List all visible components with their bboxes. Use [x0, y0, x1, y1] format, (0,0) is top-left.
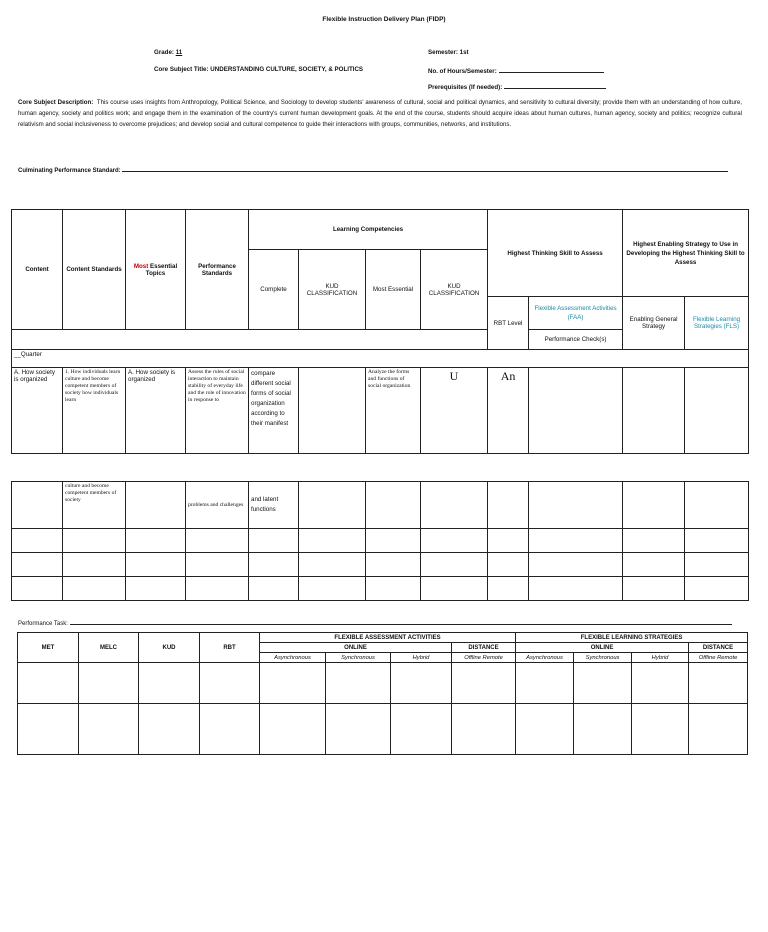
header-faa-distance: DISTANCE	[452, 643, 516, 653]
hours-label: No. of Hours/Semester:	[428, 68, 497, 75]
header-fls-offline-remote: Offline Remote	[689, 653, 748, 663]
subject-value: UNDERSTANDING CULTURE, SOCIETY, & POLITICS	[210, 66, 364, 73]
row-performance-standards: Assess the rules of social interaction to maintain stability of everyday life and the role of innovation in response to	[186, 368, 249, 454]
header-fls-online: ONLINE	[516, 643, 689, 653]
table-row	[12, 553, 749, 577]
hours-blank	[499, 66, 604, 73]
continued-content-standards: culture and become competent members of society	[63, 482, 126, 529]
continued-performance-standards: problems and challenges	[186, 482, 249, 529]
header-faa-online: ONLINE	[260, 643, 452, 653]
assessment-strategies-table	[17, 632, 748, 755]
header-met: MET	[18, 633, 79, 663]
grade-field	[154, 49, 182, 56]
row-rbt-level: An	[488, 368, 529, 454]
grade-label: Grade:	[154, 49, 174, 56]
header-highest-enabling-strategy: Highest Enabling Strategy to Use in Developing the Highest Thinking Skill to Assess	[623, 210, 749, 297]
header-faa-offline-remote: Offline Remote	[452, 653, 516, 663]
header-content-standards: Content Standards	[63, 210, 126, 330]
performance-task-blank	[70, 618, 732, 625]
row-kud-1	[299, 368, 366, 454]
performance-task-label: Performance Task:	[18, 621, 68, 627]
header-flexible-assessment-activities: FLEXIBLE ASSESSMENT ACTIVITIES	[260, 633, 516, 643]
header-kud-classification-2: KUD CLASSIFICATION	[421, 250, 488, 330]
header-performance-standards: Performance Standards	[186, 210, 249, 330]
header-performance-checks: Performance Check(s)	[529, 330, 623, 350]
header-rbt-level: RBT Level	[488, 297, 529, 350]
quarter-row: __Quarter	[12, 350, 749, 368]
row-content: A. How society is organized	[12, 368, 63, 454]
culminating-blank	[122, 165, 728, 172]
header-spacer	[12, 330, 488, 350]
description-text: This course uses insights from Anthropology, Political Science, and Sociology to develop students' awareness of cultural, social and political dynamics, and sensitivity to cultural diversity; provide them with an understanding of how culture, human agency, society and politics work; and engage them in the examination of the country's current human development goals. At the end of the course, students should acquire ideas about human cultures, human agency, society and politics; recognize cultural relativism and social inclusiveness to overcome prejudices; and develop social and cultural competence to guide their interactions with groups, communities, networks, and institutions.	[18, 99, 742, 128]
header-most-essential: Most Essential	[366, 250, 421, 330]
header-complete: Complete	[249, 250, 299, 330]
semester-field	[428, 49, 469, 56]
header-content: Content	[12, 210, 63, 330]
table-row	[18, 663, 748, 704]
subject-label: Core Subject Title:	[154, 66, 209, 73]
header-melc: MELC	[79, 633, 139, 663]
header-most-essential-topics: Most Essential Topics	[126, 210, 186, 330]
fidp-main-table	[11, 209, 749, 454]
row-kud-2: U	[421, 368, 488, 454]
table-row	[12, 529, 749, 553]
header-learning-competencies: Learning Competencies	[249, 210, 488, 250]
core-subject-description	[18, 97, 742, 130]
fidp-continuation-table	[11, 481, 749, 601]
culminating-label: Culminating Performance Standard:	[18, 168, 121, 174]
table-row	[12, 482, 749, 529]
header-enabling-general-strategy: Enabling General Strategy	[623, 297, 685, 350]
row-topics: A. How society is organized	[126, 368, 186, 454]
row-complete-competency: compare different social forms of social organization according to their manifest	[249, 368, 299, 454]
prereq-label: Prerequisites (If needed):	[428, 84, 503, 91]
semester-label: Semester:	[428, 49, 458, 56]
header-fls-hybrid: Hybrid	[632, 653, 689, 663]
header-fls-synchronous: Synchronous	[574, 653, 632, 663]
semester-value: 1st	[459, 49, 469, 56]
header-fls-asynchronous: Asynchronous	[516, 653, 574, 663]
description-label: Core Subject Description:	[18, 99, 94, 106]
document-title: Flexible Instruction Delivery Plan (FIDP)	[322, 16, 446, 23]
header-rbt: RBT	[200, 633, 260, 663]
row-content-standards: 1. How individuals learn culture and become competent members of society how individuals learn	[63, 368, 126, 454]
table-row	[18, 704, 748, 755]
row-fls	[685, 368, 749, 454]
table-row	[12, 368, 749, 454]
prereq-blank	[504, 82, 606, 89]
subject-field	[154, 66, 363, 73]
continued-complete-competency: and latent functions	[249, 482, 299, 529]
hours-field	[428, 66, 604, 75]
header-faa-synchronous: Synchronous	[326, 653, 391, 663]
header-kud-classification-1: KUD CLASSIFICATION	[299, 250, 366, 330]
row-most-essential-competency: Analyze the forms and functions of social organization	[366, 368, 421, 454]
row-faa	[529, 368, 623, 454]
header-highest-thinking-skill: Highest Thinking Skill to Assess	[488, 210, 623, 297]
header-fls-distance: DISTANCE	[689, 643, 748, 653]
culminating-standard	[18, 165, 728, 174]
header-kud: KUD	[139, 633, 200, 663]
header-flexible-learning-strategies: FLEXIBLE LEARNING STRATEGIES	[516, 633, 748, 643]
table-row	[12, 577, 749, 601]
performance-task	[18, 618, 732, 627]
header-flexible-assessment-activities: Flexible Assessment Activities (FAA)	[529, 297, 623, 330]
header-faa-hybrid: Hybrid	[391, 653, 452, 663]
row-enabling-strategy	[623, 368, 685, 454]
header-faa-asynchronous: Asynchronous	[260, 653, 326, 663]
grade-value: 11	[175, 49, 183, 56]
prereq-field	[428, 82, 606, 91]
header-flexible-learning-strategies: Flexible Learning Strategies (FLS)	[685, 297, 749, 350]
